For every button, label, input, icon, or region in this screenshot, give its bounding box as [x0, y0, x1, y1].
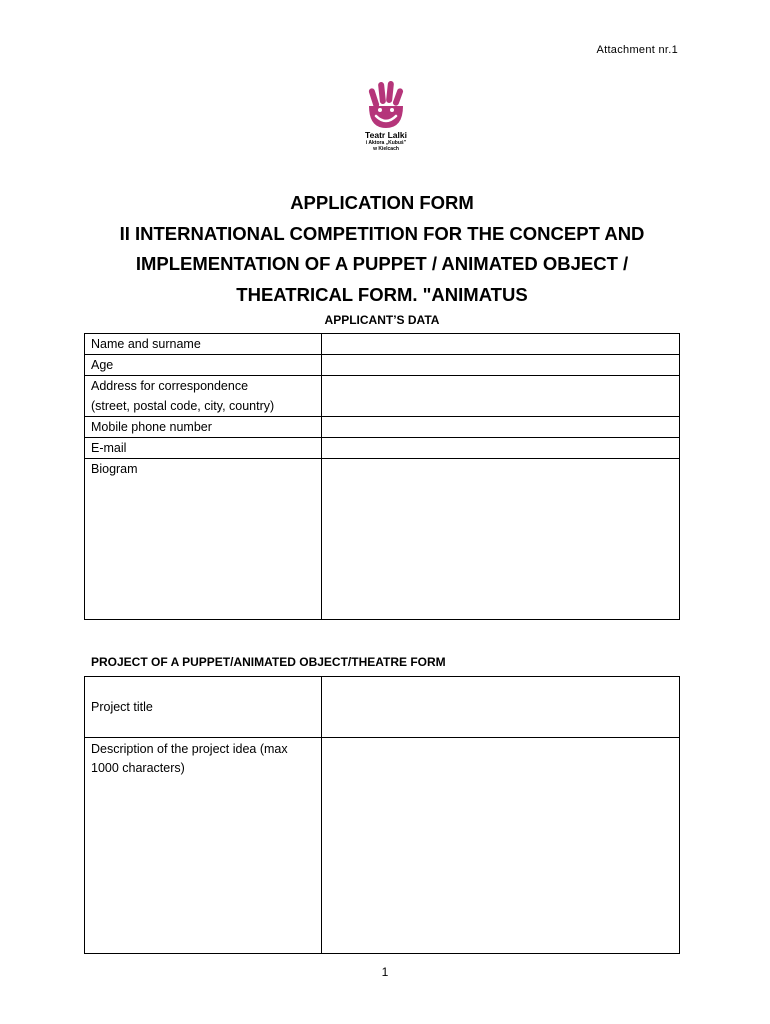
project-table	[84, 676, 680, 954]
table-row	[85, 738, 680, 954]
age-label: Age	[85, 355, 322, 376]
name-field[interactable]	[322, 334, 680, 355]
logo-subtitle-1: i Aktora „Kubuś”	[365, 140, 407, 146]
address-label	[85, 376, 322, 417]
table-row	[85, 355, 680, 376]
logo-name: Teatr Lalki	[365, 130, 407, 140]
project-title-label-text: Project title	[91, 699, 153, 714]
table-row	[85, 334, 680, 355]
form-title	[84, 188, 680, 310]
email-field[interactable]	[322, 438, 680, 459]
project-description-line-2: 1000 characters)	[91, 761, 185, 775]
email-label: E-mail	[85, 438, 322, 459]
project-description-line-1: Description of the project idea (max	[91, 742, 288, 756]
applicant-data-heading: APPLICANT’S DATA	[324, 313, 440, 327]
title-line-2: II INTERNATIONAL COMPETITION FOR THE CONCEPT AND	[119, 222, 645, 244]
biogram-label: Biogram	[85, 459, 322, 620]
logo-subtitle-2: w Kielcach	[373, 146, 399, 152]
mobile-label: Mobile phone number	[85, 417, 322, 438]
applicant-table	[84, 333, 680, 620]
biogram-field[interactable]	[322, 459, 680, 620]
table-row	[85, 417, 680, 438]
project-description-label	[85, 738, 322, 954]
project-heading: PROJECT OF A PUPPET/ANIMATED OBJECT/THEATRE FORM	[91, 655, 446, 669]
address-field[interactable]	[322, 376, 680, 417]
table-row	[85, 438, 680, 459]
title-line-4: THEATRICAL FORM. "ANIMATUS	[236, 283, 528, 305]
hand-smiley-icon	[363, 80, 409, 130]
mobile-field[interactable]	[322, 417, 680, 438]
title-line-3: IMPLEMENTATION OF A PUPPET / ANIMATED OBJECT /	[135, 253, 629, 274]
address-label-line-2: (street, postal code, city, country)	[91, 399, 275, 413]
title-line-1: APPLICATION FORM	[290, 192, 474, 213]
attachment-label: Attachment nr.1	[596, 44, 678, 56]
table-row	[85, 459, 680, 620]
project-description-field[interactable]	[322, 738, 680, 954]
project-title-label	[85, 677, 322, 738]
address-label-line-1: Address for correspondence	[91, 379, 249, 393]
theatre-logo	[356, 80, 416, 162]
page-number: 1	[381, 965, 389, 979]
age-field[interactable]	[322, 355, 680, 376]
table-row	[85, 677, 680, 738]
name-label: Name and surname	[85, 334, 322, 355]
table-row	[85, 376, 680, 417]
project-title-field[interactable]	[322, 677, 680, 738]
